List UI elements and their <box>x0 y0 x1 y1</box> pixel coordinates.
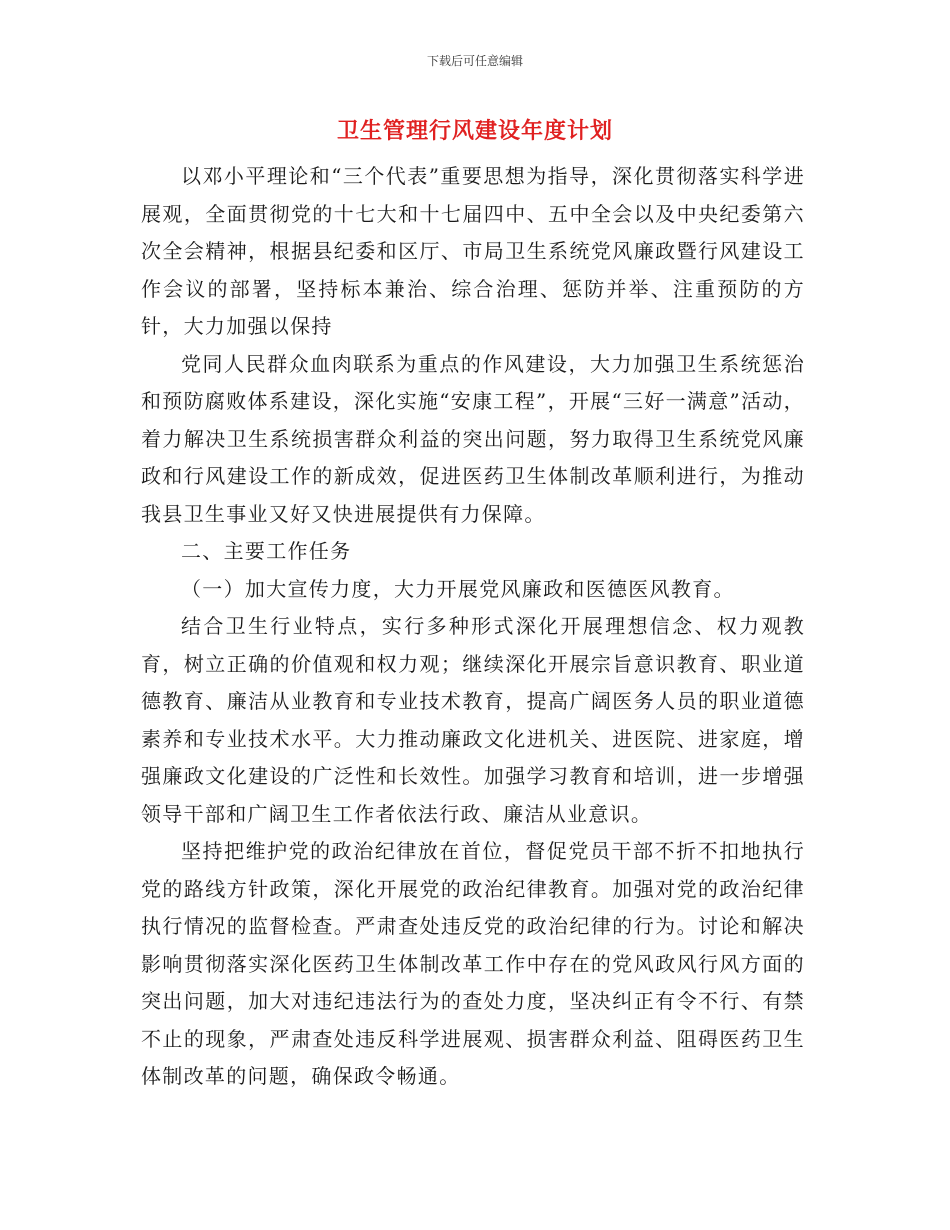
document-body <box>141 158 805 1096</box>
section-heading-main-tasks: 二、主要工作任务 <box>181 539 352 563</box>
subsection-heading-education: （一）加大宣传力度，大力开展党风廉政和医德医风教育。 <box>181 576 735 601</box>
paragraph-guiding-ideology: 以邓小平理论和“三个代表”重要思想为指导，深化贯彻落实科学进展观，全面贯彻党的十七大和十七届四中、五中全会以及中央纪委第六次全会精神，根据县纪委和区厅、市局卫生系统党风廉政暨行风建设工作会议的部署，坚持标本兼治、综合治理、惩防并举、注重预防的方针，大力加强以保持 <box>141 164 805 338</box>
paragraph-political-discipline: 坚持把维护党的政治纪律放在首位，督促党员干部不折不扣地执行党的路线方针政策，深化开展党的政治纪律教育。加强对党的政治纪律执行情况的监督检查。严肃查处违反党的政治纪律的行为。讨论和解决影响贯彻落实深化医药卫生体制改革工作中存在的党风政风行风方面的突出问题，加大对违纪违法行为的查处力度，坚决纠正有令不行、有禁不止的现象，严肃查处违反科学进展观、损害群众利益、阻碍医药卫生体制改革的问题，确保政令畅通。 <box>141 839 805 1088</box>
document-title: 卫生管理行风建设年度计划 <box>336 118 613 144</box>
page-header-note: 下载后可任意编辑 <box>426 54 523 68</box>
paragraph-work-style: 党同人民群众血肉联系为重点的作风建设，大力加强卫生系统惩治和预防腐败体系建设，深化实施“安康工程”，开展“三好一满意”活动，着力解决卫生系统损害群众利益的突出问题，努力取得卫生系统党风廉政和行风建设工作的新成效，促进医药卫生体制改革顺利进行，为推动我县卫生事业又好又快进展提供有力保障。 <box>141 351 805 526</box>
paragraph-education: 结合卫生行业特点，实行多种形式深化开展理想信念、权力观教育，树立正确的价值观和权力观；继续深化开展宗旨意识教育、职业道德教育、廉洁从业教育和专业技术教育，提高广阔医务人员的职业道德素养和专业技术水平。大力推动廉政文化进机关、进医院、进家庭，增强廉政文化建设的广泛性和长效性。加强学习教育和培训，进一步增强领导干部和广阔卫生工作者依法行政、廉洁从业意识。 <box>141 614 805 826</box>
